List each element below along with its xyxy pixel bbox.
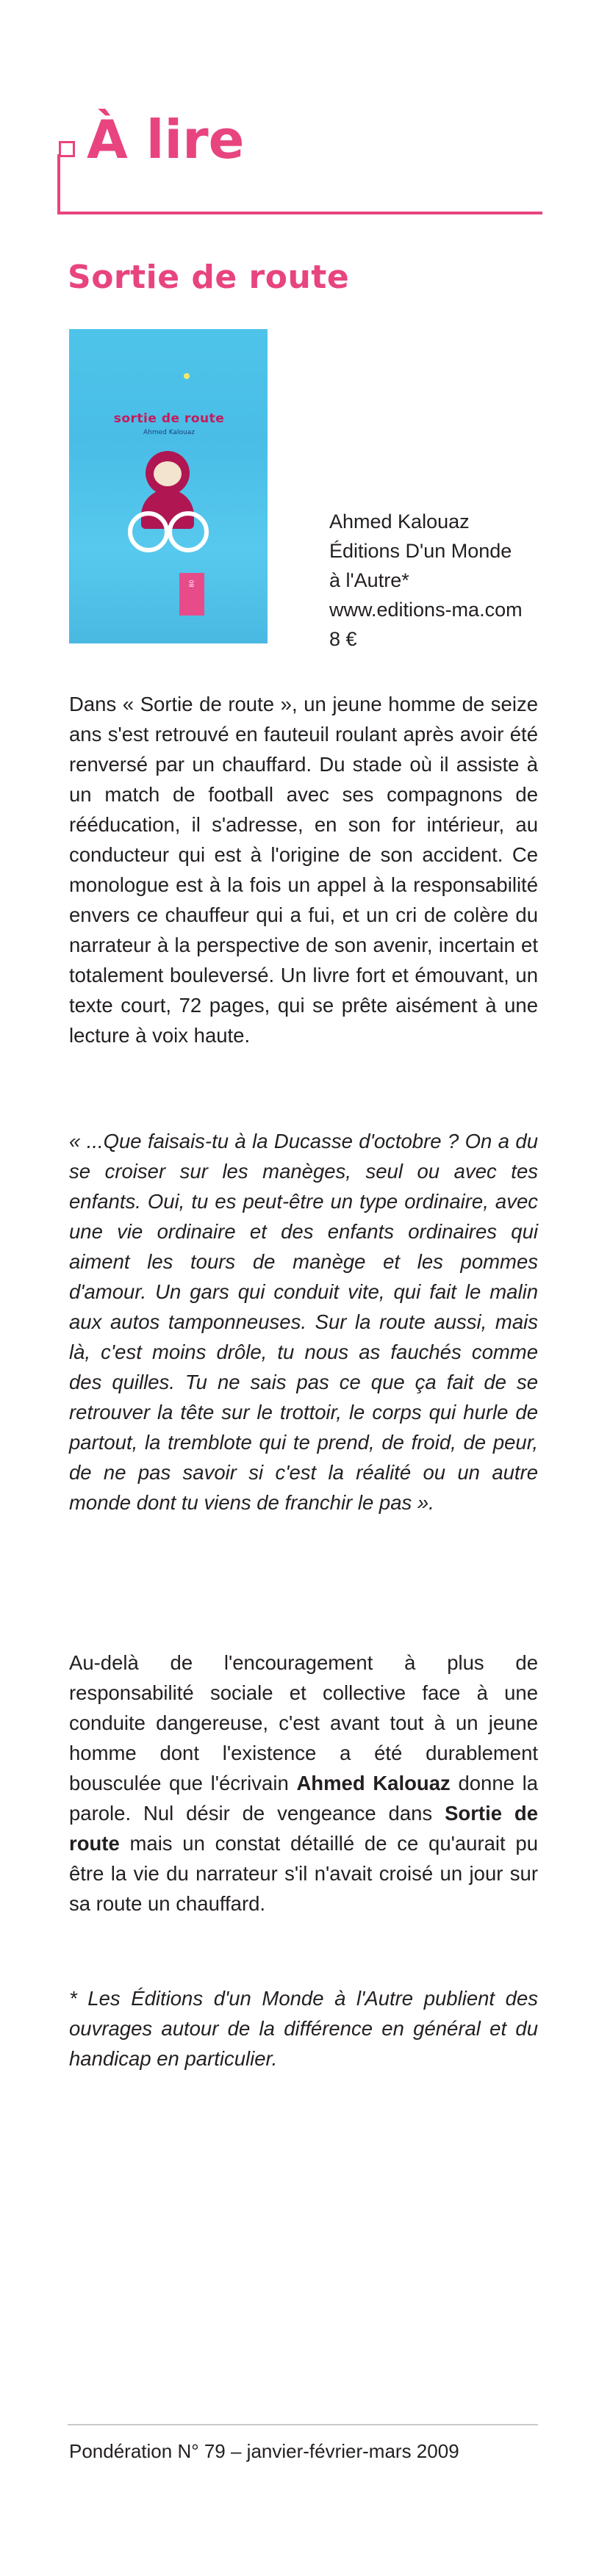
- book-price: 8 €: [329, 628, 357, 650]
- book-publisher-line2: à l'Autre*: [329, 569, 409, 591]
- header-rule-vertical: [57, 154, 60, 214]
- book-author: Ahmed Kalouaz: [329, 510, 470, 533]
- book-metadata: [329, 507, 550, 654]
- wheel-right-icon: [168, 511, 209, 552]
- book-website[interactable]: www.editions-ma.com: [329, 599, 523, 621]
- header-rule-horizontal: [57, 212, 542, 214]
- article-title: Sortie de route: [68, 259, 350, 296]
- paragraph-3-bold-title: Sortie de route: [69, 1802, 538, 1855]
- cover-dot-decoration: [184, 373, 190, 379]
- cover-title-text: sortie de route: [113, 411, 225, 426]
- paragraph-3-bold-author: Ahmed Kalouaz: [296, 1772, 451, 1794]
- footer-text: Pondération N° 79 – janvier-février-mars 2009: [69, 2440, 459, 2462]
- paragraph-2-container: [69, 1126, 538, 1518]
- book-publisher: Éditions D'un Monde: [329, 540, 512, 562]
- section-header: [57, 110, 542, 235]
- cover-spine-label: 80: [188, 580, 196, 588]
- paragraph-1-container: [69, 689, 538, 1050]
- figure-face: [154, 461, 182, 486]
- square-bullet-icon: [59, 141, 75, 157]
- paragraph-3-text-1: Au-delà de l'encouragement à plus de responsabilité sociale et collective face à une conduite dangereuse, c'est avant tout à un jeune homme dont l'existence a été durablement bousculée que l'écrivain: [69, 1651, 538, 1794]
- paragraph-3-container: [69, 1648, 538, 1919]
- paragraph-2-quote: « ...Que faisais-tu à la Ducasse d'octobre ? On a du se croiser sur les manèges, seul ou avec tes enfants. Oui, tu es peut-être un type ordinaire, avec une vie ordinaire et des enfants ordinaires qui aiment les tours de manège et les pommes d'amour. Un gars qui conduit vite, qui fait le malin aux autos tamponneuses. Sur la route aussi, mais là, c'est moins drôle, tu nous as fauchés comme des quilles. Tu ne sais pas ce que ça fait de se retrouver la tête sur le trottoir, le corps qui hurle de partout, la tremblote qui te prend, de froid, de peur, de ne pas savoir si c'est la réalité ou un autre monde dont tu viens de franchir le pas ».: [69, 1130, 538, 1514]
- paragraph-4-container: [69, 1983, 538, 2074]
- paragraph-4-footnote: * Les Éditions d'un Monde à l'Autre publient des ouvrages autour de la différence en général et du handicap en particulier.: [69, 1987, 538, 2070]
- cover-author-text: Ahmed Kalouaz: [143, 429, 195, 436]
- book-cover-image: [69, 329, 268, 643]
- paragraph-1: Dans « Sortie de route », un jeune homme de seize ans s'est retrouvé en fauteuil roulant après avoir été renversé par un chauffard. Du stade où il assiste à un match de football avec ses compagnons de rééducation, il s'adresse, en son for intérieur, au conducteur qui est à l'origine de son accident. Ce monologue est à la fois un appel à la responsabilité envers ce chauffeur qui a fui, et un cri de colère du narrateur à la perspective de son avenir, incertain et totalement bouleversé. Un livre fort et émouvant, un texte court, 72 pages, qui se prête aisément à une lecture à voix haute.: [69, 693, 538, 1047]
- wheelchair-figure-icon: [125, 451, 212, 561]
- footer-divider: [68, 2424, 538, 2425]
- paragraph-3: [69, 1648, 538, 1919]
- wheel-left-icon: [128, 511, 169, 552]
- paragraph-3-text-3: mais un constat détaillé de ce qu'aurait pu être la vie du narrateur s'il n'avait croisé un jour sur sa route un chauffard.: [69, 1832, 538, 1915]
- paragraph-3-text-2: donne la parole. Nul désir de vengeance dans: [69, 1772, 539, 1825]
- section-title: À lire: [87, 109, 245, 170]
